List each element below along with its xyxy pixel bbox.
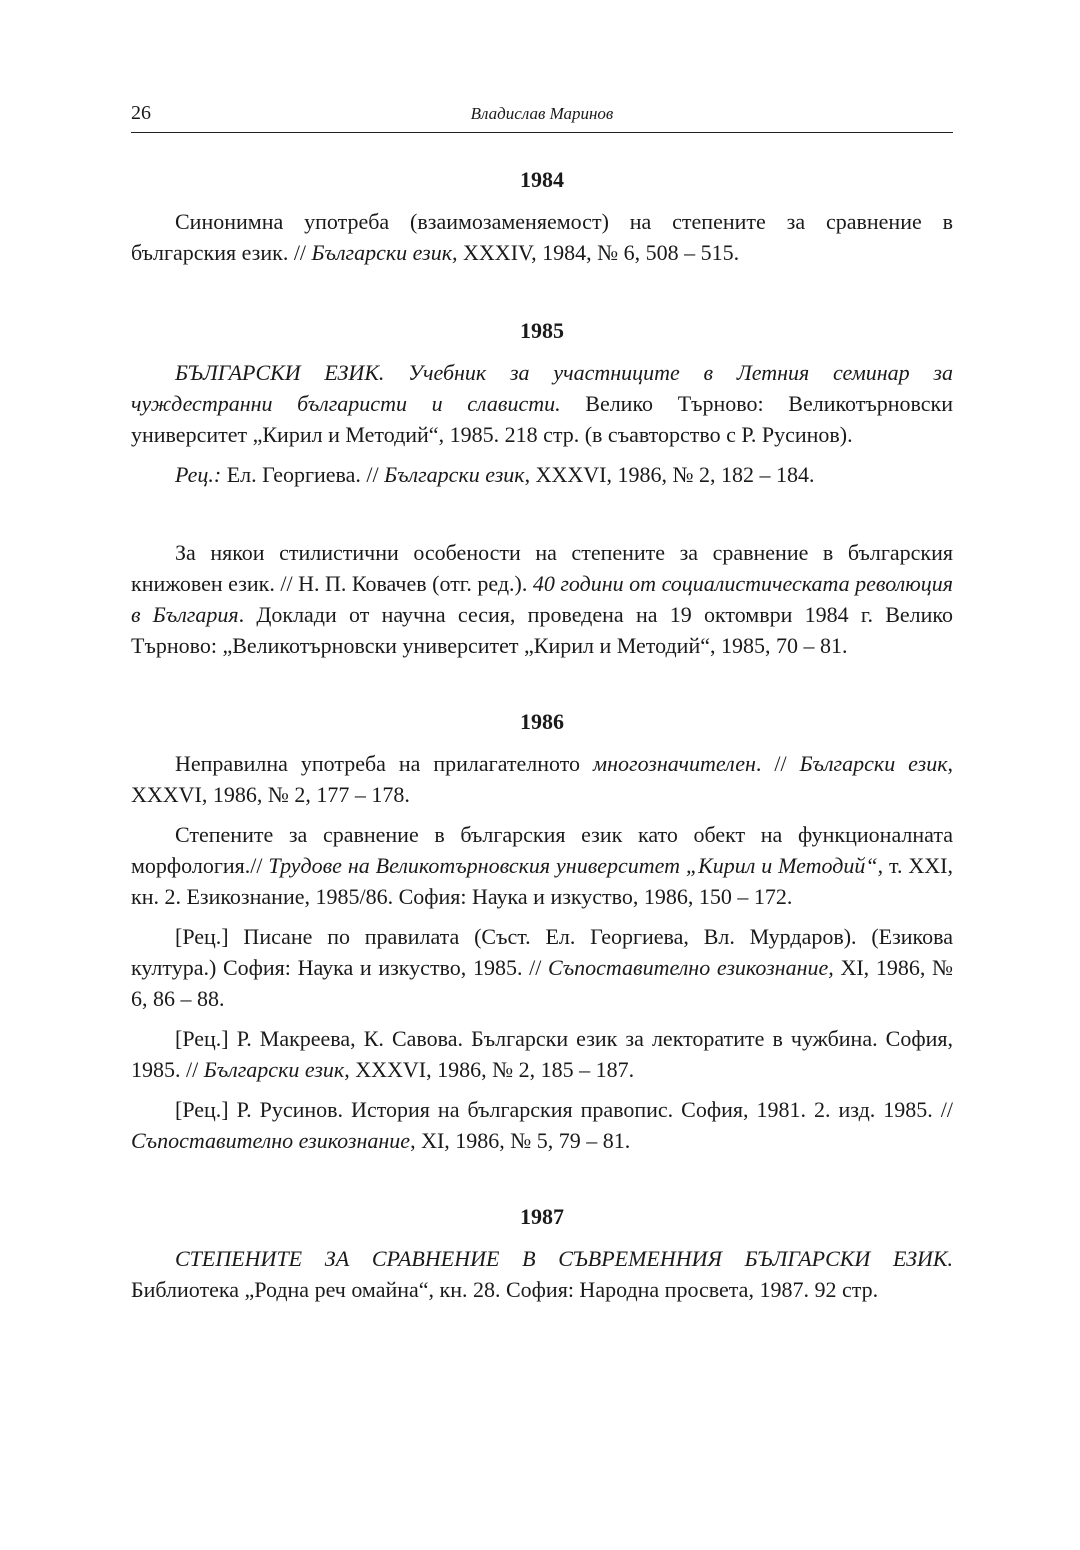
year-heading: 1986 — [520, 709, 564, 734]
running-title: Владислав Маринов — [470, 104, 614, 123]
bibliography-entry: [Рец.] Писане по правилата (Съст. Ел. Георгиева, Вл. Мурдаров). (Езикова култура.) София: Наука и изкуство, 1985. // Съпоставително езикознание, XI, 1986, № 6, 86 – 88. — [131, 924, 953, 1011]
page-header — [131, 100, 953, 133]
bibliography-entry: Рец.: Ел. Георгиева. // Български език, XXXVI, 1986, № 2, 182 – 184. — [175, 462, 815, 487]
bibliography-entry: СТЕПЕНИТЕ ЗА СРАВНЕНИЕ В СЪВРЕМЕННИЯ БЪЛГАРСКИ ЕЗИК. Библиотека „Родна реч омайна“, кн. 28. София: Народна просвета, 1987. 92 стр. — [131, 1246, 953, 1302]
bibliography-entry: БЪЛГАРСКИ ЕЗИК. Учебник за участниците в Летния семинар за чуждестранни българисти и слависти. Велико Търново: Великотърновски университет „Кирил и Методий“, 1985. 218 стр. (в съавторство с Р. Русинов). — [131, 360, 954, 447]
bibliography-entry: Степените за сравнение в българския език като обект на функционалната морфология.// Трудове на Великотърновския университет „Кирил и Методий“, т. XXI, кн. 2. Езикознание, 1985/86. София: Наука и изкуство, 1986, 150 – 172. — [131, 822, 953, 909]
bibliography-entry: Синонимна употреба (взаимозаменяемост) на степените за сравнение в българския език. // Български език, XXXIV, 1984, № 6, 508 – 515. — [131, 209, 953, 265]
bibliography-entry: Неправилна употреба на прилагателното многозначителен. // Български език, XXXVI, 1986, № 2, 177 – 178. — [131, 751, 954, 807]
bibliography-entry: [Рец.] Р. Макреева, К. Савова. Български език за лекторатите в чужбина. София, 1985. // Български език, XXXVI, 1986, № 2, 185 – 187. — [131, 1026, 953, 1082]
page-number: 26 — [131, 102, 151, 124]
year-heading: 1985 — [520, 318, 564, 343]
bibliography-entry: [Рец.] Р. Русинов. История на българския правопис. София, 1981. 2. изд. 1985. // Съпоставително езикознание, XI, 1986, № 5, 79 – 81. — [131, 1097, 953, 1153]
bibliography-entry: За някои стилистични особености на степените за сравнение в българския книжовен език. // Н. П. Ковачев (отг. ред.). 40 години от социалистическата революция в България. Доклади от научна сесия, проведена на 19 октомври 1984 г. Велико Търново: „Великотърновски университет „Кирил и Методий“, 1985, 70 – 81. — [131, 540, 953, 658]
year-heading: 1984 — [520, 167, 564, 192]
bibliography — [131, 164, 953, 1314]
year-heading: 1987 — [520, 1204, 564, 1229]
